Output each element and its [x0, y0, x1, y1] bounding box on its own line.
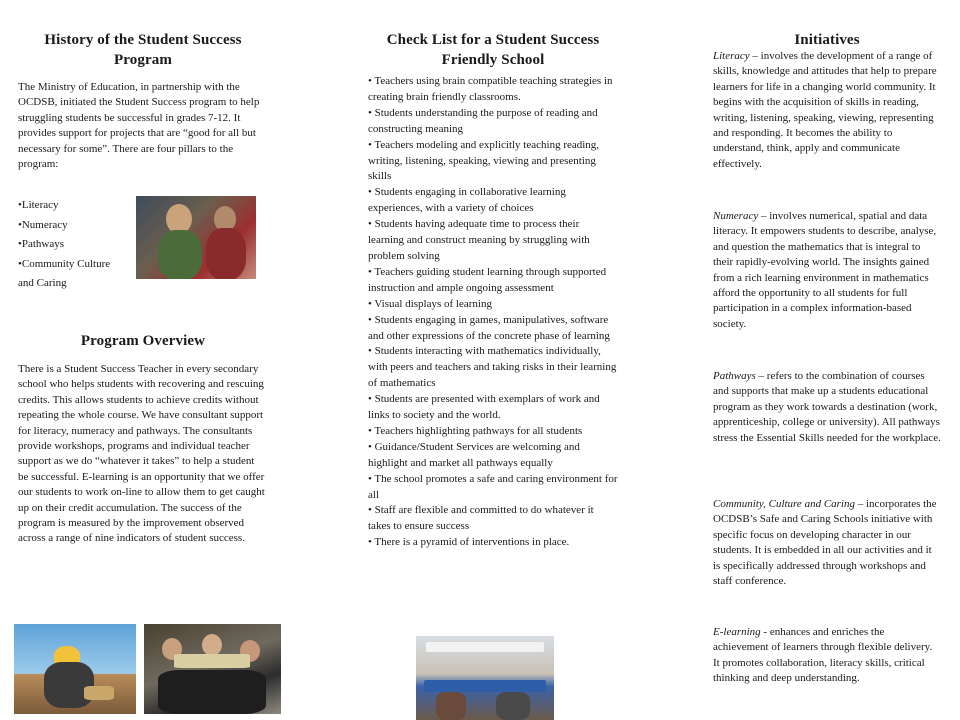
pillar-item: •Pathways: [18, 238, 65, 251]
initiative-text: – refers to the combination of courses and supports that make up a students educational program as they work towards a destination (work, apprenticeship, college or university). All pathways stress the Essential Skills needed for the workplace.: [713, 370, 941, 444]
initiative-text: – involves numerical, spatial and data literacy. It empowers students to describe, analyse, and question the mathematics that is integral to their rapidly-evolving world. The insights gained from a rich learning environment in mathematics afford the opportunity to all students for full participation in a complex information-based society.: [713, 210, 937, 330]
initiative-pathways: [713, 369, 941, 446]
checklist-item: • Teachers using brain compatible teaching strategies in creating brain friendly classrooms.: [368, 75, 613, 103]
checklist-heading: Check List for a Student Success Friendly School: [386, 32, 600, 68]
overview-text: There is a Student Success Teacher in every secondary school who helps students with recovering and rescuing credits. This allows students to achieve credits without repeating the whole course. We have consultant support for literacy, numeracy and pathways. The consultants provide workshops, programs and individual teacher support as we do “whatever it takes” to help a student be successful. E-learning is an opportunity that we offer our students to work on-line to allow them to get caught up on their credit accumulation. The success of the program is measured by the improvement observed across a range of nine indicators of student success.: [18, 363, 265, 545]
checklist-item: • There is a pyramid of interventions in place.: [368, 536, 570, 549]
checklist-item: • Students having adequate time to process their learning and construct meaning by struggling with problem solving: [368, 218, 590, 262]
checklist-item: • Students engaging in collaborative learning experiences, with a variety of choices: [368, 186, 566, 215]
initiative-text: – involves the development of a range of skills, knowledge and attitudes that help to prepare learners for life in a changing world community. It begins with the acquisition of skills in reading, writing, listening, speaking, viewing, representing and responding. It becomes the ability to understand, think, apply and communicate effectively.: [713, 50, 937, 170]
construction-student-photo: [14, 624, 136, 714]
checklist-item: • The school promotes a safe and caring environment for all: [368, 472, 618, 501]
history-intro: The Ministry of Education, in partnership with the OCDSB, initiated the Student Success program to help struggling students be successful in grades 7-12. It provides support for projects that are “good for all but necessary for some”. There are four pillars to the program:: [18, 81, 260, 171]
pillar-item: and Caring: [18, 277, 67, 290]
students-group-photo: [144, 624, 281, 714]
initiative-term: Literacy: [713, 50, 750, 62]
initiative-term: Community, Culture and Caring: [713, 498, 855, 510]
overview-heading: Program Overview: [80, 333, 206, 349]
checklist-item: • Students interacting with mathematics individually, with peers and teachers and taking risks in their learning of mathematics: [368, 345, 617, 390]
pillar-item: •Numeracy: [18, 218, 68, 231]
checklist-item: • Students understanding the purpose of reading and constructing meaning: [368, 106, 598, 135]
checklist-column: [368, 0, 618, 720]
checklist-item: • Students engaging in games, manipulatives, software and other expressions of the concrete phase of learning: [368, 313, 610, 342]
checklist-item: • Teachers highlighting pathways for all students: [368, 424, 583, 437]
history-heading: History of the Student Success Program: [44, 32, 242, 68]
checklist-list: [368, 74, 618, 551]
initiative-text: – incorporates the OCDSB’s Safe and Caring Schools initiative with specific focus on developing character in our students. It is embedded in all our activities and it is specifically addressed through workshops and staff conference.: [713, 498, 937, 588]
initiative-term: Numeracy: [713, 210, 759, 222]
initiatives-heading: Initiatives: [794, 32, 860, 48]
checklist-item: • Staff are flexible and committed to do whatever it takes to ensure success: [368, 504, 594, 533]
initiatives-column: [713, 0, 941, 720]
pillar-item: •Literacy: [18, 199, 59, 211]
initiative-term: E-learning: [713, 626, 761, 638]
checklist-item: • Teachers modeling and explicitly teaching reading, writing, listening, speaking, viewing and presenting skills: [368, 138, 600, 183]
pillars-list: [18, 196, 138, 294]
checklist-item: • Teachers guiding student learning through supported instruction and ample ongoing assessment: [368, 265, 607, 294]
pillar-item: •Community Culture: [18, 257, 111, 270]
initiative-elearning: [713, 625, 941, 687]
checklist-item: • Students are presented with exemplars of work and links to society and the world.: [368, 393, 600, 422]
history-column: [18, 0, 268, 720]
initiative-term: Pathways: [713, 370, 756, 382]
classroom-photo-teacher: [136, 196, 256, 279]
initiative-numeracy: [713, 209, 941, 332]
checklist-item: • Visual displays of learning: [368, 297, 492, 310]
checklist-item: • Guidance/Student Services are welcoming and highlight and market all pathways equally: [368, 440, 580, 469]
initiative-community: [713, 497, 941, 589]
initiative-literacy: [713, 49, 941, 172]
initiative-text: - enhances and enriches the achievement of learners through flexible delivery. It promotes collaboration, literacy skills, critical thinking and deep understanding.: [713, 626, 933, 685]
